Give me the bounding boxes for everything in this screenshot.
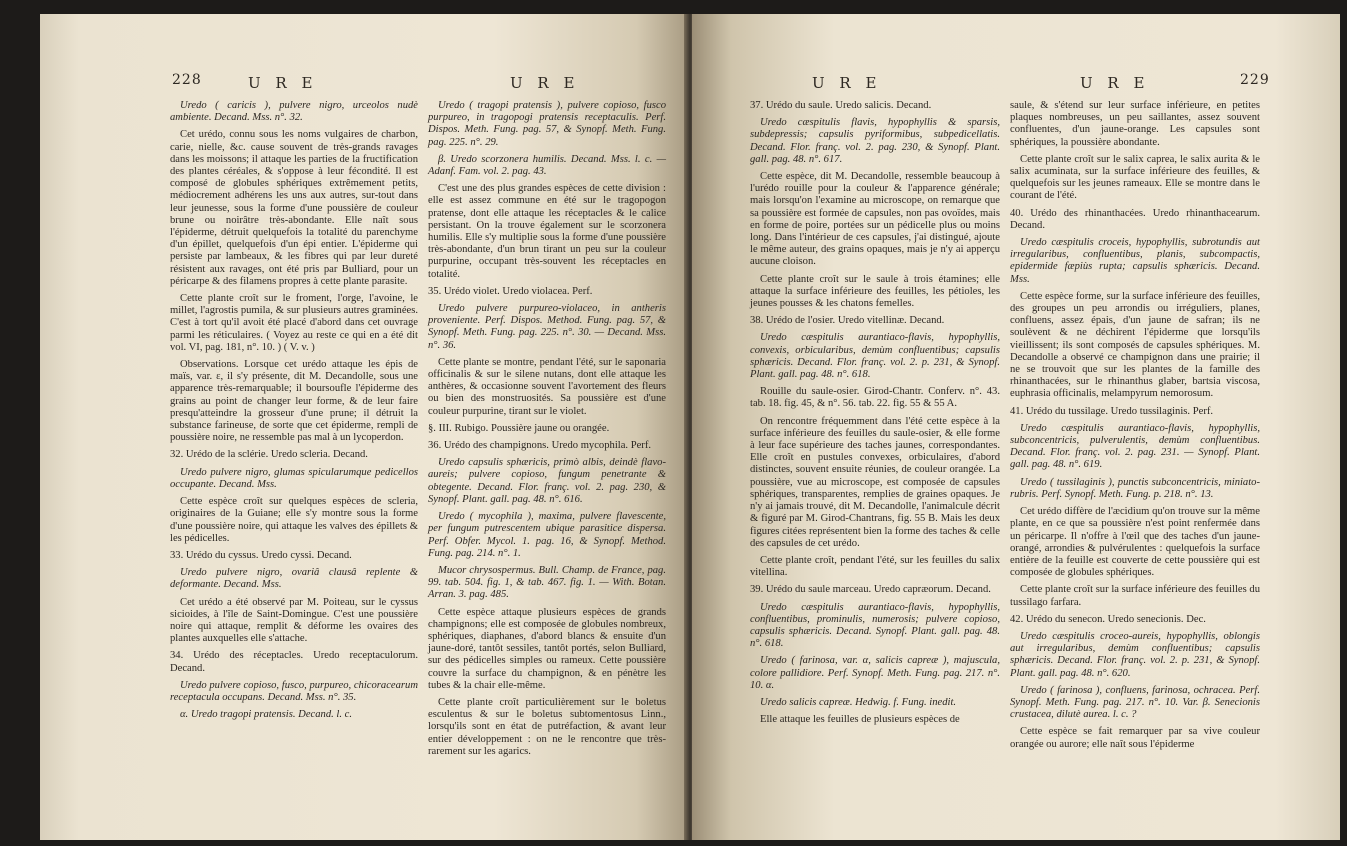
paragraph: Uredo pulvere nigro, ovariâ clausâ replente & deformante. Decand. Mss. xyxy=(170,567,418,591)
page-number-right: 229 xyxy=(1240,72,1270,88)
paragraph: Cette espèce attaque plusieurs espèces de grands champignons; elle est composée de globules nombreux, sphériques, diaphanes, d'abord blancs & ensuite d'un jaune-doré, tantôt sessiles, tantôt portés, selon Bulliard, sur des pédicelles simples ou rameux. Cette poussière couvre la surface du champignon, & en pénètre les tubes & la chair elle-même. xyxy=(428,606,666,691)
paragraph: Cette plante se montre, pendant l'été, sur le saponaria officinalis & sur le silene nutans, dont elle attaque les anthères, & occasionne souvent l'avortement des fleurs ou bien des monstruosités. Sa poussière est d'une couleur purpurine, tirant sur le violet. xyxy=(428,356,666,417)
paragraph: Cette espèce croît sur quelques espèces de scleria, originaires de la Guiane; elle s'y montre sous la forme d'une poussière noire, qui attaque les valves des épillets & les pédicelles. xyxy=(170,496,418,544)
paragraph: Cet urédo a été observé par M. Poiteau, sur le cyssus sicioides, à l'île de Saint-Domingue. C'est une poussière noire qui attaque, remplit & déforme les ovaires des plantes auxquelles elle s'attache. xyxy=(170,596,418,645)
paragraph: 32. Urédo de la sclérie. Uredo scleria. Decand. xyxy=(170,449,368,461)
paragraph: Cette plante croît particulièrement sur le boletus esculentus & sur le boletus subtomentosus Linn., lorsqu'ils sont en état de putréfaction, & avant leur entier développement : on ne le rencontre que très-rarement sur les agarics. xyxy=(428,696,666,757)
paragraph: Rouille du saule-osier. Girod-Chantr. Conferv. n°. 43. tab. 18. fig. 45, & n°. 56. tab. 22. fig. 55 & 55 A. xyxy=(750,386,1000,410)
paragraph: Cette espèce, dit M. Decandolle, ressemble beaucoup à l'urédo rouille pour la couleur & l'apparence générale; mais lorsqu'on l'examine au microscope, on remarque que sa poussière est formée de capsules, non pas ovoïdes, mais en forme de poire, portées sur un pédicelle plus ou moins long. Dans l'intérieur de ces capsules, j'ai distingué, ajoute le même auteur, des grains opaques, mais je n'y ai apperçu aucune cloison. xyxy=(750,171,1000,268)
paragraph: Uredo ( tragopi pratensis ), pulvere copioso, fusco purpureo, in tragopogi pratensis receptaculis. Perf. Dispos. Meth. Fung. pag. 57, & Synopf. Meth. Fung. pag. 225. n°. 29. xyxy=(428,100,666,148)
paragraph: Uredo salicis capreæ. Hedwig. f. Fung. inedit. xyxy=(760,696,957,708)
paragraph: Cette plante croît sur le froment, l'orge, l'avoine, le millet, l'agrostis pumila, & sur plusieurs autres graminées. C'est à tort qu'il avoit été placé d'abord dans cet ouvrage parmi les réticulaires. ( Voyez au reste ce qui en a été dit vol. VI, pag. 181, n°. 10. ) ( V. v. ) xyxy=(170,293,418,353)
paragraph: 36. Urédo des champignons. Uredo mycophila. Perf. xyxy=(428,440,652,452)
paragraph: Mucor chrysospermus. Bull. Champ. de France, pag. 99. tab. 504. fig. 1, & tab. 467. fig. 1. — With. Botan. Arran. 3. pag. 485. xyxy=(428,564,666,601)
paragraph: 34. Urédo des réceptacles. Uredo receptaculorum. Decand. xyxy=(170,650,418,674)
right-page-column-2 xyxy=(1010,100,1260,756)
running-head-right-b: U R E xyxy=(1080,74,1150,92)
running-head-left-a: U R E xyxy=(248,74,318,92)
paragraph: §. III. Rubigo. Poussière jaune ou orangée. xyxy=(428,422,610,434)
paragraph: Cette espèce se fait remarquer par sa vive couleur orangée ou aurore; elle naît sous l'épiderme xyxy=(1010,726,1260,750)
paragraph: Uredo capsulis sphæricis, primò albis, deindè flavo-aureis; pulvere copioso, fungum penetrante & obtegente. Decand. Flor. franç. vol. 2. pag. 230, & Synopf. Plant. gall. pag. 48. n°. 616. xyxy=(428,457,666,505)
right-page-column-1 xyxy=(750,100,1000,731)
paragraph: Uredo cæspitulis croceis, hypophyllis, subrotundis aut irregularibus, confluentibus, planis, subcompactis, epidermide fæpiùs rupta; capsulis sphæricis. Decand. Mss. xyxy=(1010,237,1260,285)
paragraph: C'est une des plus grandes espèces de cette division : elle est assez commune en été sur le tragopogon pratense, dont elle attaque les réceptacles & le calice persistant. On la trouve également sur le scorzonera humilis. Elle s'y multiplie sous la forme d'une poussière très-abondante, d'un brun tirant un peu sur la couleur purpurine, occupant très-souvent les réceptacles en totalité. xyxy=(428,183,666,280)
paragraph: Uredo pulvere purpureo-violaceo, in antheris proveniente. Perf. Dispos. Method. Fung. pag. 57, & Synopf. Meth. Fung. pag. 225. n°. 30. — Decand. Mss. n°. 36. xyxy=(428,303,666,351)
paragraph: Cet urédo, connu sous les noms vulgaires de charbon, carie, nielle, &c. cause souvent de très-grands ravages dans les moissons; il attaque les parties de la fructification des plantes céréales, & s'oppose à leur fécondité. Il est composé de globules sphériques extrêmement petits, médiocrement adhérens les uns aux autres, sur-tout dans leur jeunesse, sous la forme d'une poussière de couleur brune ou noirâtre très-abondante. Elle naît sous l'épiderme, détruit quelquefois la totalité du parenchyme d'un épillet, quelquefois d'un épi entier. L'épiderme qui persiste par lambeaux, & les fibres qui par leur dureté résistent aux ravages, ont été pris par Bulliard, pour un péricarpe & des filamens propres à cette plante parasite. xyxy=(170,129,418,287)
paragraph: Uredo ( mycophila ), maxima, pulvere flavescente, per fungum putrescentem ubique parasitice dispersa. Perf. Obfer. Mycol. 1. pag. 16, & Synopf. Method. Fung. pag. 214. n°. 1. xyxy=(428,511,666,559)
paragraph: Uredo cæspitulis aurantiaco-flavis, hypophyllis, convexis, orbicularibus, demùm confluentibus; capsulis sphæricis. Decand. Flor. franç. vol. 2. p. 231, & Synopf. Plant. gall. pag. 48. n°. 618. xyxy=(750,332,1000,381)
paragraph: Uredo cæspitulis croceo-aureis, hypophyllis, oblongis aut irregularibus, demùm confluentibus; capsulis sphæricis. Decand. Flor. franç. vol. 2. p. 231, & Synopf. Plant. gall. pag. 48. n°. 620. xyxy=(1010,630,1260,679)
paragraph: Uredo ( caricis ), pulvere nigro, urceolos nudè ambiente. Decand. Mss. n°. 32. xyxy=(170,100,418,124)
left-page-column-1 xyxy=(170,100,418,726)
paragraph: 35. Urédo violet. Uredo violacea. Perf. xyxy=(428,285,593,297)
paragraph: 42. Urédo du senecon. Uredo senecionis. Dec. xyxy=(1010,613,1206,625)
paragraph: Uredo cæspitulis flavis, hypophyllis & sparsis, subdepressis; capsulis pyriformibus, subpedicellatis. Decand. Flor. franç. vol. 2. pag. 230, & Synopf. Plant. gall. pag. 48. n°. 617. xyxy=(750,117,1000,165)
page-number-left: 228 xyxy=(172,72,202,88)
paragraph: Uredo ( tussilaginis ), punctis subconcentricis, miniato-rubris. Perf. Synopf. Meth. Fung. p. 218. n°. 13. xyxy=(1010,476,1260,500)
left-page xyxy=(40,14,688,840)
paragraph: Uredo cæspitulis aurantiaco-flavis, hypophyllis, confluentibus, prominulis, numerosis; pulvere copioso, capsulis sphæricis. Decand. Synopf. Plant. gall. pag. 48. n°. 618. xyxy=(750,601,1000,650)
paragraph: 37. Urédo du saule. Uredo salicis. Decand. xyxy=(750,100,932,111)
paragraph: Cette plante croît sur le saule à trois étamines; elle attaque la surface inférieure des feuilles, les pétioles, les jeunes pousses & les chatons femelles. xyxy=(750,273,1000,310)
paragraph: Cette plante croît, pendant l'été, sur les feuilles du salix vitellina. xyxy=(750,554,1000,579)
paragraph: Elle attaque les feuilles de plusieurs espèces de xyxy=(760,714,960,726)
paragraph: 33. Urédo du cyssus. Uredo cyssi. Decand. xyxy=(170,549,352,561)
paragraph: Observations. Lorsque cet urédo attaque les épis de maïs, var. ε, il s'y présente, dit M. Decandolle, sous une apparence très-remarquable; il boursoufle l'épiderme des grains au point de changer leur forme, & de leur faire presqu'atteindre la grosseur d'une prune; il détruit la substance farineuse, de sorte que cet épiderme, rempli de poussière noire, ne ressemble pas mal à un lycoperdon. xyxy=(170,359,418,444)
paragraph: Uredo ( farinosa ), confluens, farinosa, ochracea. Perf. Synopf. Meth. Fung. pag. 217. n°. 10. Var. β. Senecionis crustacea, dilutè aurea. l. c. ? xyxy=(1010,684,1260,721)
paragraph: 38. Urédo de l'osier. Uredo vitellinæ. Decand. xyxy=(750,315,945,327)
paragraph: Uredo ( farinosa, var. α, salicis capreæ ), majuscula, colore pallidiore. Perf. Synopf. Meth. Fung. pag. 217. n°. 10. α. xyxy=(750,655,1000,691)
paragraph: 39. Urédo du saule marceau. Uredo capræorum. Decand. xyxy=(750,584,991,596)
paragraph: Uredo cæspitulis aurantiaco-flavis, hypophyllis, subconcentricis, pulverulentis, demùm confluentibus. Decand. Flor. franç. vol. 2. pag. 231. — Synopf. Plant. gall. pag. 48. n°. 619. xyxy=(1010,422,1260,471)
open-book xyxy=(40,14,1340,840)
running-head-left-b: U R E xyxy=(510,74,580,92)
paragraph: 40. Urédo des rhinanthacées. Uredo rhinanthacearum. Decand. xyxy=(1010,207,1260,231)
right-page xyxy=(692,14,1340,840)
paragraph: Uredo pulvere copioso, fusco, purpureo, chicoracearum receptacula occupans. Decand. Mss. n°. 35. xyxy=(170,679,418,703)
paragraph: β. Uredo scorzonera humilis. Decand. Mss. l. c. — Adanf. Fam. vol. 2. pag. 43. xyxy=(428,153,666,178)
paragraph: saule, & s'étend sur leur surface inférieure, en petites plaques nombreuses, un peu saillantes, assez souvent confluentes, d'un jaune-orange. Les capsules sont sphériques, la poussière abondante. xyxy=(1010,100,1260,148)
paragraph: Uredo pulvere nigro, glumas spicularumque pedicellos occupante. Decand. Mss. xyxy=(170,466,418,490)
paragraph: Cette plante croît sur le salix caprea, le salix aurita & le salix acuminata, sur la surface inférieure des feuilles, & quelquefois sur les jeunes rameaux. Elle se montre dans le courant de l'été. xyxy=(1010,153,1260,202)
left-page-column-2 xyxy=(418,100,666,763)
paragraph: 41. Urédo du tussilage. Uredo tussilaginis. Perf. xyxy=(1010,405,1214,417)
paragraph: Cette plante croît sur la surface inférieure des feuilles du tussilago farfara. xyxy=(1010,584,1260,608)
running-head-right-a: U R E xyxy=(812,74,882,92)
paragraph: Cet urédo diffère de l'æcidium qu'on trouve sur la même plante, en ce que sa poussière n'est point renfermée dans un péricarpe. Il n'offre à l'œil que des taches d'un jaune-orangé, arrondies & pulvérulentes : quelquefois la surface entière de la feuille est couverte de cette poussière qui est composée de globules sphériques. xyxy=(1010,506,1260,579)
paragraph: Cette espèce forme, sur la surface inférieure des feuilles, des groupes un peu arrondis ou irréguliers, planes, confluens, assez épais, d'un jaune de safran; ils ne soulèvent & ne déchirent l'épiderme que lorsqu'ils vieillissent; ils sont composés de capsules sphériques. M. Decandolle a observé ce champignon dans une prairie; il ne se trouvoit que sur les plantes de la famille des rhinanthacées, sur le rhinanthus glaber, bartsia viscosa, euphrasia officinalis, melampyrum nemorosum. xyxy=(1010,290,1261,400)
paragraph: On rencontre fréquemment dans l'été cette espèce à la surface inférieure des feuilles du saule-osier, & elle forme à leur face supérieure des taches jaunes, correspondantes. Elle croît en pustules convexes, orbiculaires, d'abord distinctes, souvent ensuite réunies, de couleur orangée. La poussière, vue au microscope, est composée de capsules sphériques, transparentes, remplies de graines opaques. Je n'y ai jamais trouvé, dit M. Decandolle, l'animalcule décrit & figuré par M. Girod-Chantrans, fig. 55 B. Mais les deux figures citées représentent bien la forme des taches & celle des capsules de cet urédo. xyxy=(750,415,1000,549)
paragraph: α. Uredo tragopi pratensis. Decand. l. c. xyxy=(180,709,353,721)
